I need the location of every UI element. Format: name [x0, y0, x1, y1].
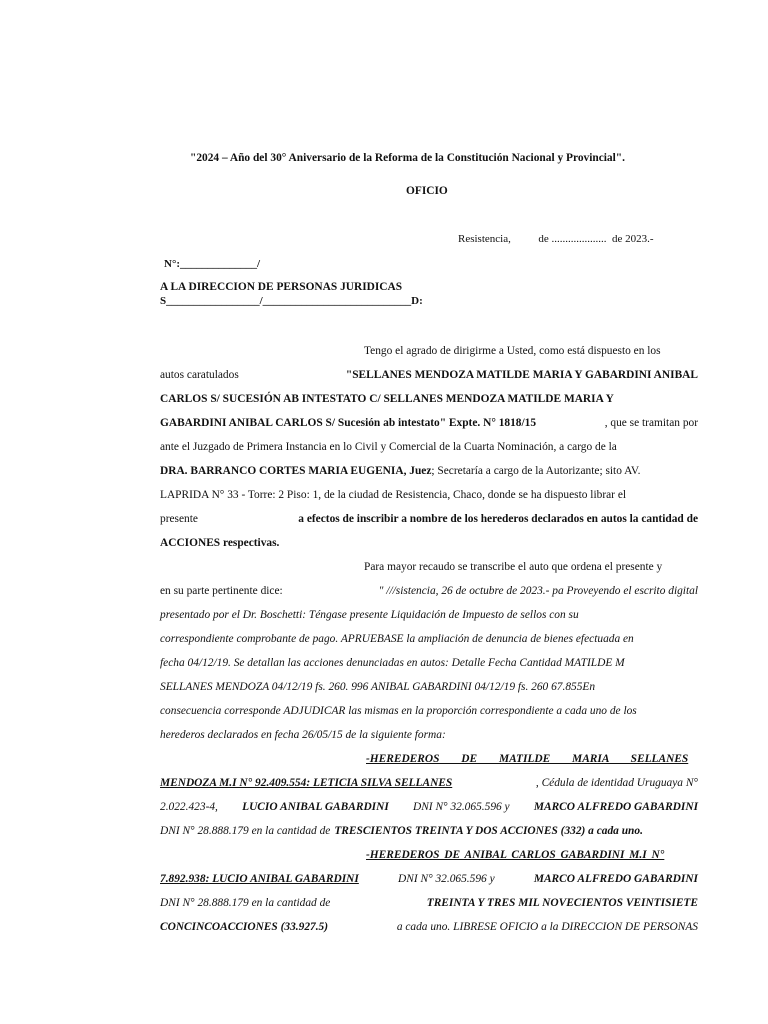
date-line: Resistencia, de .................... de 2023.- [458, 233, 654, 245]
body-line: 2.022.423-4, LUCIO ANIBAL GABARDINI DNI N° 32.065.596 y MARCO ALFREDO GABARDINI [160, 801, 698, 813]
body-line: MENDOZA M.I N° 92.409.554: LETICIA SILVA SELLANES , Cédula de identidad Uruguaya N° [160, 777, 698, 789]
heirs-heading: -HEREDEROS DE MATILDE MARIA SELLANES [366, 753, 689, 765]
body-line: presentado por el Dr. Boschetti: Téngase presente Liquidación de Impuesto de sellos con su [160, 609, 579, 621]
body-line: Tengo el agrado de dirigirme a Usted, como está dispuesto en los [364, 345, 661, 357]
addressee-line-2: S_________________/___________________________D: [160, 295, 423, 307]
body-line: SELLANES MENDOZA 04/12/19 fs. 260. 996 ANIBAL GABARDINI 04/12/19 fs. 260 67.855En [160, 681, 596, 693]
body-line: CONCINCOACCIONES (33.927.5) a cada uno. LIBRESE OFICIO a la DIRECCION DE PERSONAS [160, 921, 698, 933]
body-line: ante el Juzgado de Primera Instancia en lo Civil y Comercial de la Cuarta Nominación, a cargo de la [160, 441, 617, 453]
body-line: Para mayor recaudo se transcribe el auto que ordena el presente y [364, 561, 663, 573]
body-line: 7.892.938: LUCIO ANIBAL GABARDINI DNI N° 32.065.596 y MARCO ALFREDO GABARDINI [160, 873, 698, 885]
body-line: GABARDINI ANIBAL CARLOS S/ Sucesión ab intestato" Expte. N° 1818/15 , que se tramitan por [160, 417, 698, 429]
body-line: herederos declarados en fecha 26/05/15 de la siguiente forma: [160, 729, 446, 741]
body-line: DNI N° 28.888.179 en la cantidad de TREINTA Y TRES MIL NOVECIENTOS VEINTISIETE [160, 897, 698, 909]
document-title: OFICIO [406, 185, 448, 197]
document-motto: "2024 – Año del 30° Aniversario de la Reforma de la Constitución Nacional y Provincial". [190, 152, 625, 164]
body-line: presente a efectos de inscribir a nombre de los herederos declarados en autos la cantidad de [160, 513, 698, 525]
heirs-heading: -HEREDEROS DE ANIBAL CARLOS GABARDINI M.I N° [366, 849, 665, 861]
body-line: CARLOS S/ SUCESIÓN AB INTESTATO C/ SELLANES MENDOZA MATILDE MARIA Y [160, 393, 614, 405]
body-line: autos caratulados "SELLANES MENDOZA MATILDE MARIA Y GABARDINI ANIBAL [160, 369, 698, 381]
oficio-number: N°:______________/ [164, 258, 261, 270]
body-line: en su parte pertinente dice: " ///sistencia, 26 de octubre de 2023.- pa Proveyendo el escrito digital [160, 585, 698, 597]
body-line: DNI N° 28.888.179 en la cantidad de TRESCIENTOS TREINTA Y DOS ACCIONES (332) a cada uno. [160, 825, 643, 837]
addressee-line-1: A LA DIRECCION DE PERSONAS JURIDICAS [160, 281, 403, 293]
body-line: correspondiente comprobante de pago. APRUEBASE la ampliación de denuncia de bienes efectuada en [160, 633, 634, 645]
body-line: consecuencia corresponde ADJUDICAR las mismas en la proporción correspondiente a cada uno de los [160, 705, 637, 717]
body-line: fecha 04/12/19. Se detallan las acciones denunciadas en autos: Detalle Fecha Cantidad MATILDE M [160, 657, 625, 669]
body-line: DRA. BARRANCO CORTES MARIA EUGENIA, Juez ; Secretaría a cargo de la Autorizante; sito AV. [160, 465, 641, 477]
body-line: LAPRIDA N° 33 - Torre: 2 Piso: 1, de la ciudad de Resistencia, Chaco, donde se ha dispuesto librar el [160, 489, 627, 501]
body-line: ACCIONES respectivas. [160, 537, 280, 549]
